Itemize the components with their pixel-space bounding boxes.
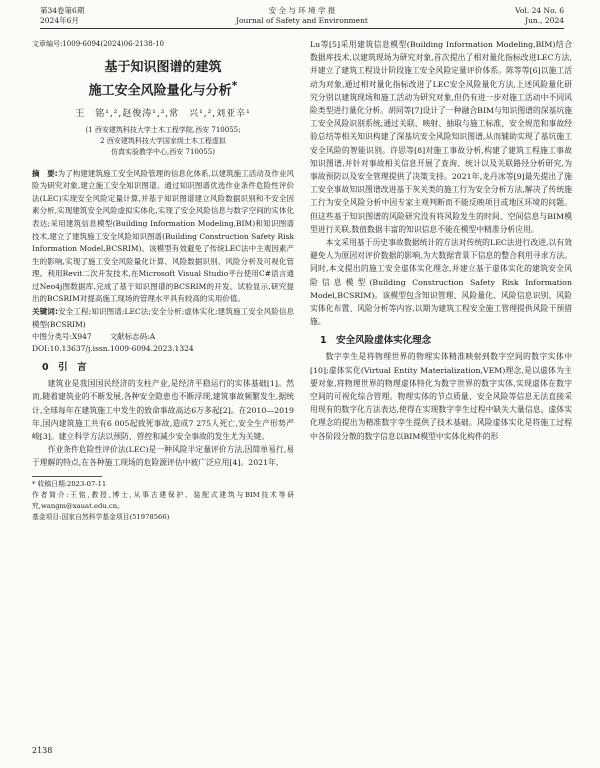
document-code: 文献标志码:A bbox=[109, 332, 156, 342]
abstract-text: 为了构建建筑施工安全风险管理的信息化体系,以建筑施工活动及作业风险为研究对象,建立施工安全知识图谱。通过知识图谱优选作业条件危险性评价法(LEC)实现安全风险定量计算,并基于知识图谱建立风险数据识别和不安全因素分析,实现建筑安全风险虚拟实体化,实现了安全风险信息与数字空间的实体化表达;采用建筑信息模型(Building Information Modeling,BIM)和知识图谱技术,建立了建筑施工安全风险知识图谱(Building Construction Safety Risk Information Model,BCSRIM)。该模型有效避免了传统LEC法中主观因素产生的影响,实现了施工安全风险量化计算、风险数据识别、风险分析及可视化管理。利用Revit二次开发技术,在Microsoft Visual Studio平台使用C#语言通过Neo4j图数据库,完成了基于知识图谱的BCSRIM的开发。试验显示,研究提出的BCSRIM对提高施工现场的管理水平具有较高的实用价值。 bbox=[32, 168, 294, 304]
doi: DOI:10.13637/j.issn.1009-6094.2023.1324 bbox=[32, 344, 194, 354]
footnote-received: * 收稿日期:2023-07-11 bbox=[32, 479, 107, 488]
keywords bbox=[32, 306, 294, 331]
affiliation-line: 2 西安建筑科技大学国家级土木工程虚拟 bbox=[100, 136, 226, 145]
body-paragraph: Lu等[5]采用建筑信息模型(Building Information Modeling,BIM)结合数据库技术,以建筑现场为研究对象,首次提出了相对量化指标改进LEC方法,并建立了建筑工程设计阶段施工安全风险定量评价体系。陈等等[6]以施工活动为对象,通过相对量化指标改进了LEC安全风险量化方法,上述风险量化研究分别以建筑现场和施工活动为研究对象,但仍有进一步对施工活动中不同风险类型进行量化分析。胡同等[7]设计了一种融合BIM与知识图谱的深基坑施工安全风险识别系统,通过关联、映射、抽取与施工标准、安全规范和事故经验总结等相关知识构建了深基坑安全风险知识图谱,从而辅助实现了基坑施工安全风险的智能识别。许思等[8]对施工事故分析,构建了建筑工程施工事故知识图谱,并针对事故相关信息开展了查询、统计以及关联路径分析研究,为事故预防以及安全管理提供了决策支持。2021年,龙丹冰等[9]最先提出了施工安全事故知识图谱改进基于灰关类的施工行为安全分析方法,解决了传统施工行为安全风险分析中因专家主观判断而不能反映项目或地区环境的问题。但这些基于知识图谱的风险研究没有将风险发生的时间、空间信息与BIM模型进行关联,数值数据丰富的知识信息不能在模型中精准分析应用。 bbox=[310, 40, 572, 234]
author-list: 王 铭¹,²,赵俊涛¹,²,常 兴¹,²,刘亚辛¹ bbox=[75, 108, 251, 119]
intro-heading: 0 引 言 bbox=[42, 362, 87, 374]
journal-volume: 第34卷第6期 bbox=[40, 6, 85, 15]
journal-name-en: Journal of Safety and Environment bbox=[236, 16, 368, 25]
title-line-1: 基于知识图谱的建筑 bbox=[104, 60, 222, 76]
classification-info bbox=[32, 331, 294, 343]
footnote-funding: 基金项目:国家自然科学基金项目(51978566) bbox=[32, 512, 170, 521]
title-line-2: 施工安全风险量化与分析 bbox=[88, 83, 232, 99]
keywords-label: 关键词: bbox=[32, 307, 58, 317]
keywords-text: 安全工程;知识图谱;LEC法;安全分析;虚体实化;建筑施工安全风险信息模型(BCSRIM) bbox=[32, 307, 295, 329]
body-paragraph: 数字孪生是将物理世界的物理实体精准映射到数字空间的数字实体中[10];虚体实化(Virtual Entity Materialization,VEM)理念,是以虚体为主要对象,将物理世界的物理虚体特化为数字世界的数字实体,实现虚体在数字空间的可视化综合管理。物理实体的节点质量、安全风险等信息无法直接采用现有的数字化方法表达,使得在实现数字孪生过程中缺失大量信息。虚体实化理念的提出为精准数字孪生提供了技术基础。风险虚体实化是将施工过程中各阶段分散的数字信息以BIM模型中实体化构件的形 bbox=[310, 352, 572, 441]
footnote-rule bbox=[32, 476, 102, 477]
affiliation-line: (1 西安建筑科技大学土木工程学院,西安 710055; bbox=[85, 125, 241, 134]
title-footnote-mark: * bbox=[231, 79, 238, 93]
body-paragraph: 本文采用基于历史事故数据统计的方法对传统的LEC法进行改进,以有效避免人为原因对评价数据的影响,为大数据背景下信息的整合利用寻求方法。同时,本文提出的施工安全虚体实化理念,并建立基于虚体实化的建筑安全风险信息模型(Building Construction Safety Risk Information Model,BCSRIM)。该模型包含知识管理、风险量化、风险信息识别、风险实体化布置、风险分析等内容,以期为建筑工程安全施工管理提供风险干预措施。 bbox=[310, 238, 572, 327]
issue-date: Jun., 2024 bbox=[525, 16, 564, 25]
article-number: 文章编号:1009-6094(2024)06-2138-10 bbox=[32, 40, 164, 48]
running-header bbox=[40, 6, 564, 29]
section-1-heading: 1 安全风险虚体实化理念 bbox=[320, 335, 432, 347]
affiliation-line: 仿真实验教学中心,西安 710055) bbox=[111, 147, 215, 156]
affiliation bbox=[32, 125, 294, 158]
right-column bbox=[310, 38, 572, 443]
paper-title bbox=[32, 59, 294, 100]
clc-number: 中图分类号:X947 bbox=[32, 332, 92, 342]
journal-name-cn: 安 全 与 环 境 学 报 bbox=[268, 6, 336, 15]
body-paragraph: 作业条件危险性评价法(LEC)是一种风险半定量评价方法,因简单易行,易于理解的特点,在各种施工现场的危险源评估中被广泛应用[4]。2021年, bbox=[32, 445, 294, 468]
volume-number: Vol. 24 No. 6 bbox=[515, 6, 564, 15]
header-right bbox=[515, 6, 564, 26]
left-column bbox=[32, 38, 294, 523]
header-center bbox=[40, 6, 564, 26]
abstract-label: 摘 要: bbox=[32, 168, 58, 178]
footnote-author: 作者简介:王铭,教授,博士,从事古建保护、装配式建筑与BIM技术等研究,wangm@xauat.edu.cn。 bbox=[32, 490, 294, 510]
abstract bbox=[32, 168, 294, 307]
page-number: 2138 bbox=[32, 746, 53, 755]
journal-date: 2024年6月 bbox=[40, 16, 79, 25]
body-paragraph: 建筑业是我国国民经济的支柱产业,是经济平稳运行的实体基础[1]。然而,随着建筑业的不断发展,各种安全隐患也不断浮现,建筑事故频繁发生,据统计,全球每年在建筑施工中发生的致命事故高达6万多起[2]。在2010—2019年,国内建筑施工共有6 005起致死事故,造成7 275人死亡,安全生产形势严峻[3]。建立科学方法以预防、管控和减少安全事故的发生尤为关键。 bbox=[32, 379, 294, 442]
